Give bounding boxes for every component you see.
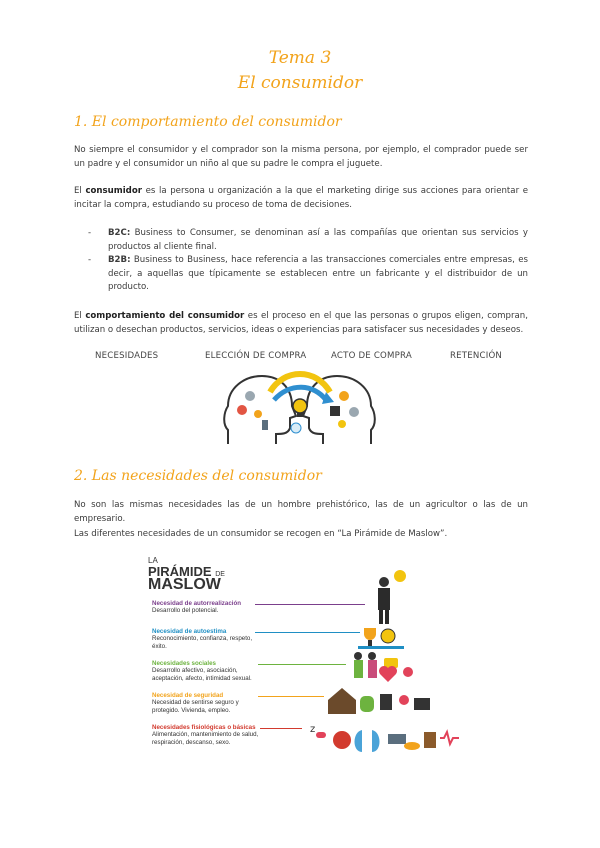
target-icon <box>237 405 247 415</box>
section2-paragraph-2: Las diferentes necesidades de un consumidor se recogen en “La Pirámide de Maslow”. <box>74 529 448 539</box>
house-icon <box>328 688 356 714</box>
section1-paragraph-3: El comportamiento del consumidor es el proceso en el que las personas o grupos eligen, compran, utilizan o desechan productos, servicios, ideas o experiencias para satisfacer sus necesidades y deseos. <box>74 311 528 335</box>
bold-term-comportamiento: comportamiento del consumidor <box>85 311 245 321</box>
person-green <box>354 660 363 678</box>
person-red <box>368 660 377 678</box>
money-icon <box>254 410 262 418</box>
rocket-icon <box>262 420 268 430</box>
section1-paragraph-2: El consumidor es la persona u organización a la que el marketing dirige sus acciones para orientar e incitar la compra, estudiando su proceso de toma de decisiones. <box>74 186 528 210</box>
maslow-level-self-actualization: Necesidad de autorrealización Desarrollo del potencial. <box>152 600 242 615</box>
bed-icon <box>388 734 406 744</box>
section2-paragraph-1: No son las mismas necesidades las de un hombre prehistórico, las de un agricultor o las de un empresario. <box>74 500 528 524</box>
stage-retention: RETENCIÓN <box>450 351 503 361</box>
coin-icon <box>338 420 346 428</box>
bold-term-consumidor: consumidor <box>85 186 142 196</box>
maslow-level-esteem: Necesidad de autoestima Reconocimiento, confianza, respeto, éxito. <box>152 628 253 650</box>
maslow-level-social: Necesidades sociales Desarrollo afectivo, asociación, aceptación, afecto, intimidad sexual. <box>152 660 252 682</box>
apple-icon <box>333 731 351 749</box>
heartbeat-icon <box>440 732 459 744</box>
document-page: Tema 3 El consumidor 1. El comportamiento del consumidor No siempre el consumidor y el comprador son la misma persona, por ejemplo, el comprador puede ser un padre y el consumidor un niño al que su padre le compra el juguete. El consumidor es la persona u organización a la que el marketing dirige sus acciones para orientar e incitar la compra, estudiando su proceso de toma de decisiones. - B2C: Business to Consumer, se denominan así a las compañías que orientan sus servicios y productos al cliente final. - B2B: Business to Business, hace referencia a las transacciones comerciales entre empresas, es decir, a aquellas que típicamente se establecen entre un fabricante y el distribuidor de un producto. El comportamiento del consumidor es el proceso en el que las personas o grupos eligen, compran, utilizan o desechan productos, servicios, ideas o experiencias para satisfacer sus necesidades y deseos. NECESIDADES ELECCIÓN DE COMPRA ACTO DE COMPRA RETENCIÓN 2. Las necesidades del consumidor No son las mismas necesidades las de un hombre prehistórico, las de un agricultor o las de un empresario. Las diferentes necesidades de un consumidor se recogen en “La Pirámide de Maslow”. LA PIRÁMIDE DE MASLOW Necesidad de autorrealización Desarrollo del potencial. Necesidad de autoestima Reconocimiento, confianza, respeto, éxito. Necesidades sociales Desarrollo afectivo, asociación, aceptación, afecto, intimidad sexual. Necesidad de seguridad Necesidad de sentirse seguro y protegido. Vivienda, empleo. Necesidades fisiológicas o básicas Alimentación, mantenimiento de salud, respiración, descanso, sexo. z <box>0 0 600 848</box>
heart-small-icon <box>399 695 409 705</box>
maslow-level-physiological: Necesidades fisiológicas o básicas Alimentación, mantenimiento de salud, respiración, descanso, sexo. <box>152 724 259 746</box>
social-icon <box>403 667 413 677</box>
scale-icon <box>349 407 359 417</box>
left-head-outline <box>224 376 296 444</box>
gear-icon <box>245 391 255 401</box>
heart-icon <box>379 666 397 682</box>
maslow-level-safety: Necesidad de seguridad Necesidad de sentirse seguro y protegido. Vivienda, empleo. <box>152 692 239 714</box>
level-line-5 <box>260 728 302 729</box>
chat-bubble-icon <box>291 423 301 433</box>
briefcase-icon <box>414 698 430 710</box>
section1-heading: 1. El comportamiento del consumidor <box>74 114 342 130</box>
stage-purchase-act: ACTO DE COMPRA <box>331 351 412 361</box>
money-bag-icon <box>360 696 374 712</box>
medal-icon <box>381 629 395 643</box>
person-head <box>379 577 389 587</box>
sleep-zzz-icon: z <box>310 724 316 735</box>
maslow-title-maslow: MASLOW <box>148 576 221 593</box>
trophy-icon <box>364 628 376 640</box>
consumer-heads-illustration <box>222 366 377 450</box>
stage-needs: NECESIDADES <box>95 351 159 361</box>
section2-heading: 2. Las necesidades del consumidor <box>74 468 322 484</box>
maslow-title-la: LA <box>148 556 158 565</box>
maslow-title-piramide: PIRÁMIDE DE <box>148 564 225 579</box>
blue-arc-arrow <box>274 387 326 400</box>
lungs-icon <box>355 730 380 752</box>
stage-purchase-choice: ELECCIÓN DE COMPRA <box>205 351 307 361</box>
pill-icon <box>316 732 326 738</box>
fish-icon <box>404 742 420 750</box>
bag-icon <box>330 406 340 416</box>
grocery-bag-icon <box>424 732 436 748</box>
person-suit <box>378 588 390 610</box>
maslow-pyramid-illustration <box>300 560 465 758</box>
lightbulb-icon <box>394 570 406 582</box>
section1-paragraph-1: No siempre el consumidor y el comprador son la misma persona, por ejemplo, el comprador puede ser un padre y el consumidor un niño al que su padre le compra el juguete. <box>74 145 528 169</box>
shield-icon <box>380 694 392 710</box>
cart-icon <box>339 391 349 401</box>
title-line-1: Tema 3 <box>268 48 332 68</box>
title-line-2: El consumidor <box>237 73 363 93</box>
lightbulb-icon <box>293 399 307 413</box>
